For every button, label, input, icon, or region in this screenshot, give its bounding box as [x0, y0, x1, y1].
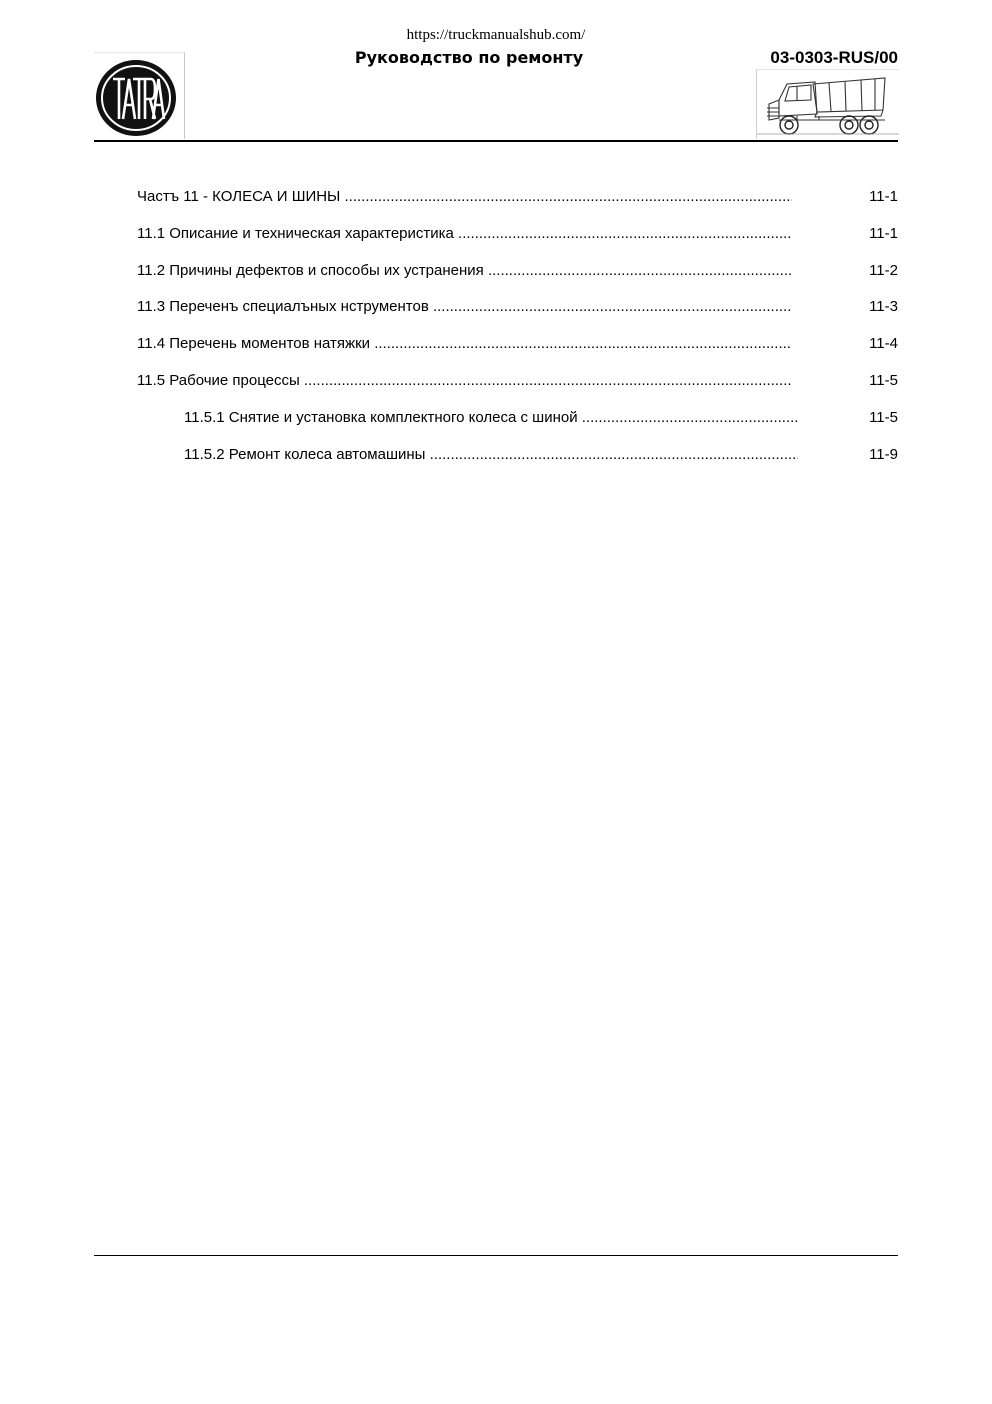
toc-entry[interactable]: [137, 262, 898, 299]
toc-entry-title: 11.2 Причины дефектов и способы их устранения .....: [137, 262, 792, 280]
toc-entry[interactable]: [137, 225, 898, 262]
toc-subentry[interactable]: [137, 409, 898, 446]
toc-entry-page: 11-4: [869, 335, 898, 353]
toc-entry-title: 11.1 Описание и техническая характеристика .....: [137, 225, 792, 243]
manual-title: Руководство по ремонту: [354, 48, 584, 67]
document-code: 03-0303-RUS/00: [770, 48, 898, 67]
dump-truck-icon: [757, 70, 899, 139]
toc-entry[interactable]: [137, 188, 898, 225]
toc-entry[interactable]: [137, 298, 898, 335]
toc-entry-page: 11-5: [869, 408, 898, 426]
toc-entry[interactable]: [137, 335, 898, 372]
toc-subentry[interactable]: [137, 446, 898, 483]
toc-entry-title: 11.5.1 Снятие и установка комплектного колеса с шиной .....: [184, 409, 798, 427]
toc-entry-title: 11.5 Рабочие процессы .....: [137, 372, 792, 390]
toc-entry-page: 11-1: [869, 224, 898, 242]
toc-entry[interactable]: [137, 372, 898, 409]
toc-entry-page: 11-9: [869, 445, 898, 463]
dump-truck-illustration: [756, 69, 899, 139]
footer-rule: [94, 1255, 898, 1256]
header-rule: [94, 140, 898, 142]
tatra-logo-icon: [95, 57, 179, 137]
toc-entry-title: 11.4 Перечень моментов натяжки .....: [137, 335, 792, 353]
table-of-contents: [137, 188, 898, 482]
toc-entry-title: 11.3 Переченъ специалъных нструментов .....: [137, 298, 792, 316]
toc-entry-page: 11-1: [869, 188, 898, 205]
toc-entry-page: 11-2: [869, 261, 898, 279]
toc-entry-title: Частъ 11 - КОЛЕСА И ШИНЫ .....: [137, 188, 792, 206]
toc-entry-title: 11.5.2 Ремонт колеса автомашины .....: [184, 446, 798, 464]
source-url: https://truckmanualshub.com/: [406, 27, 586, 43]
tatra-logo: [94, 52, 185, 139]
toc-entry-page: 11-3: [869, 298, 898, 316]
toc-entry-page: 11-5: [869, 371, 898, 389]
